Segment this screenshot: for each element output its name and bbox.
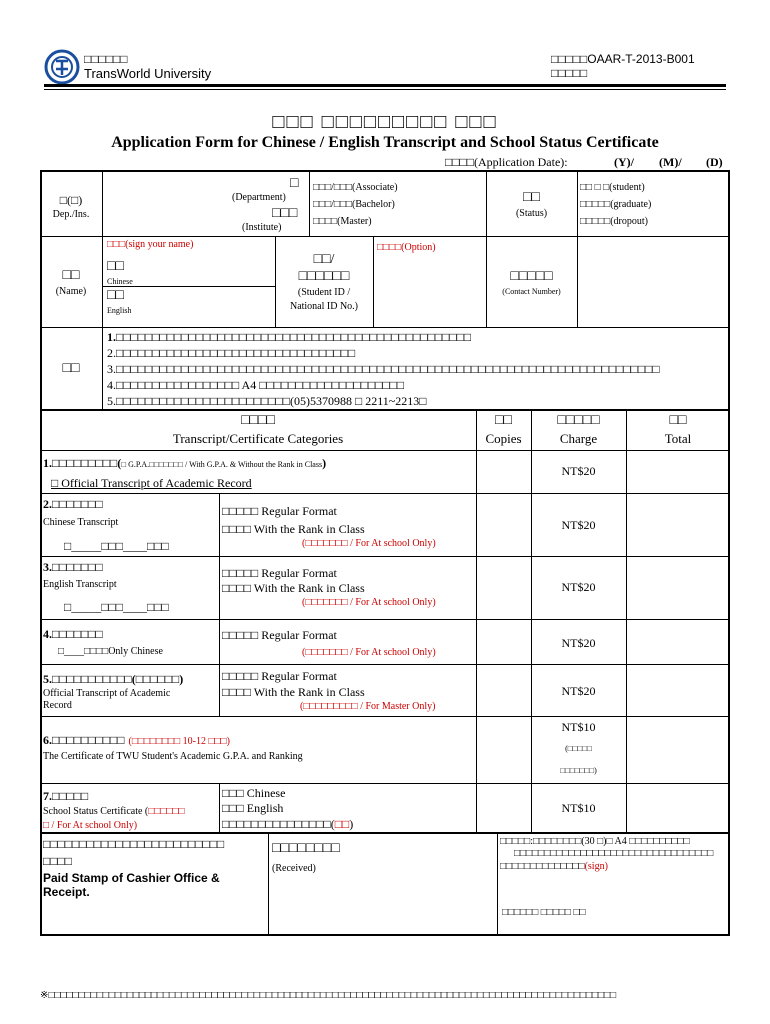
header-rule-thin: [44, 89, 726, 90]
item-1-copies-field[interactable]: [478, 452, 529, 492]
item-6-price: NT$10: [561, 720, 596, 734]
page-title-cn: □□□ □□□□□□□□□ □□□: [272, 111, 498, 133]
item-7-english-checkbox[interactable]: □□□ English: [222, 801, 284, 815]
item-2-price: NT$20: [561, 518, 596, 532]
item-4-title: 4.□□□□□□□: [43, 627, 103, 641]
student-id-label-cn2: □□□□□□: [298, 269, 350, 284]
item-4-term-field[interactable]: □____□□□□Only Chinese: [58, 646, 163, 657]
student-id-label-cn1: □□/: [313, 252, 335, 267]
name-label-en: (Name): [55, 286, 87, 297]
bottom-note: ※□□□□□□□□□□□□□□□□□□□□□□□□□□□□□□□□□□□□□□□□□□□□□□□□□□□□□□□□□□□□□□□□□□□□□□□□□□□□□□□□□□□□□□□□□□□□□□: [40, 990, 617, 1001]
status-graduate-checkbox[interactable]: □□□□□(graduate): [580, 199, 652, 210]
name-label-cn: □□: [62, 268, 80, 283]
status-student-checkbox[interactable]: □□ □ □(student): [580, 182, 645, 193]
item-1-price: NT$20: [561, 464, 596, 478]
item-7-chinese-checkbox[interactable]: □□□ Chinese: [222, 786, 286, 800]
level-bachelor-checkbox[interactable]: □□□/□□□(Bachelor): [313, 199, 395, 210]
receipt-option-1-cont: □□□□□□□□□□□□□□□□□□□□□□□□□□□□□□□□□: [514, 848, 714, 859]
item-1-title: 1.□□□□□□□□□(□ G.P.A.□□□□□□□ / With G.P.A. & Without the Rank in Class): [43, 456, 327, 470]
received-label-cn: □□□□□□□□: [272, 841, 340, 856]
item-3-title: 3.□□□□□□□: [43, 560, 103, 574]
student-id-label-en1: (Student ID /: [297, 287, 351, 298]
col-category-cn: □□□□: [241, 413, 275, 428]
institute-label-en: (Institute): [242, 222, 282, 233]
chinese-name-field[interactable]: [150, 252, 270, 282]
item-4-price: NT$20: [561, 636, 596, 650]
item-5-subtitle-2: Record: [43, 700, 72, 711]
department-label-cn: □: [290, 176, 299, 191]
item-6-price-note-1: (□□□□□: [565, 744, 592, 753]
item-3-rank-checkbox[interactable]: □□□□ With the Rank in Class: [222, 581, 365, 595]
item-6-subtitle: The Certificate of TWU Student's Academic G.P.A. and Ranking: [43, 751, 303, 762]
contact-number-field[interactable]: [580, 240, 726, 324]
cashier-stamp-label-cn-1: □□□□□□□□□□□□□□□□□□□□□□□□□: [43, 837, 225, 851]
col-total-en: Total: [664, 431, 692, 446]
col-charge-en: Charge: [559, 431, 598, 446]
form-version: □□□□□: [551, 66, 588, 80]
item-7-subtitle: School Status Certificate (□□□□□□: [43, 806, 185, 817]
item-5-rank-checkbox[interactable]: □□□□ With the Rank in Class: [222, 685, 365, 699]
level-associate-checkbox[interactable]: □□□/□□□(Associate): [313, 182, 398, 193]
item-5-regular-format-checkbox[interactable]: □□□□□ Regular Format: [222, 669, 337, 683]
date-year: (Y)/: [614, 155, 634, 169]
date-month: (M)/: [659, 155, 682, 169]
item-7-title: 7.□□□□□: [43, 789, 89, 803]
contact-label-en: (Contact Number): [502, 287, 561, 296]
item-2-note: (□□□□□□□ / For At school Only): [302, 538, 436, 549]
item-5-title: 5.□□□□□□□□□□□(□□□□□□): [43, 672, 184, 686]
item-2-title: 2.□□□□□□□: [43, 497, 103, 511]
item-7-other-checkbox[interactable]: □□□□□□□□□□□□□□□(□□): [222, 817, 354, 831]
status-label-cn: □□: [523, 190, 540, 205]
date-day: (D): [706, 155, 723, 169]
department-label-en: (Department): [232, 192, 286, 203]
item-5-price: NT$20: [561, 684, 596, 698]
university-name-en: TransWorld University: [84, 66, 212, 81]
item-4-regular-format-checkbox[interactable]: □□□□□ Regular Format: [222, 628, 337, 642]
col-copies-en: Copies: [485, 431, 522, 446]
receipt-date-label: □□□□□□ □□□□□ □□: [502, 907, 586, 918]
item-2-term-field[interactable]: □_____□□□____□□□: [64, 539, 169, 553]
item-4-note: (□□□□□□□ / For At school Only): [302, 647, 436, 658]
note-line-5: 5.□□□□□□□□□□□□□□□□□□□□□□□□(05)5370988 □ 2211~2213□: [107, 394, 427, 408]
col-total-cn: □□: [669, 413, 687, 428]
chinese-name-label-en: Chinese: [107, 277, 133, 286]
item-2-subtitle: Chinese Transcript: [43, 517, 119, 528]
item-6-price-note-2: □□□□□□□): [560, 766, 597, 775]
dep-label-en: Dep./Ins.: [52, 209, 90, 220]
col-category-en: Transcript/Certificate Categories: [172, 431, 344, 446]
form-number: □□□□□OAAR-T-2013-B001: [551, 52, 695, 66]
item-3-note: (□□□□□□□ / For At school Only): [302, 597, 436, 608]
dep-label-cn: □(□): [59, 193, 83, 207]
page-title-en: Application Form for Chinese / English Transcript and School Status Certificate: [111, 134, 659, 151]
item-1-official-transcript-checkbox[interactable]: □ Official Transcript of Academic Record: [51, 476, 252, 490]
contact-label-cn: □□□□□: [510, 269, 553, 284]
english-name-label-cn: □□: [107, 288, 124, 303]
cashier-stamp-label-en-2: Receipt.: [43, 885, 90, 899]
received-label-en: (Received): [272, 863, 316, 874]
receipt-option-2[interactable]: □□□□□□□□□□□□□□(sign): [500, 861, 608, 872]
cashier-stamp-label-en-1: Paid Stamp of Cashier Office &: [43, 871, 220, 885]
option-hint: □□□□(Option): [377, 242, 436, 253]
status-label-en: (Status): [515, 208, 548, 219]
item-7-price: NT$10: [561, 801, 596, 815]
institute-label-cn: □□□: [272, 206, 298, 221]
english-name-field[interactable]: [150, 289, 270, 325]
item-3-term-field[interactable]: □_____□□□____□□□: [64, 600, 169, 614]
item-6-title: 6.□□□□□□□□□□ (□□□□□□□□ 10-12 □□□): [43, 733, 230, 747]
cashier-stamp-label-cn-2: □□□□: [43, 854, 72, 868]
chinese-name-label-cn: □□: [107, 259, 124, 274]
item-7-note: □ / For At school Only): [43, 820, 138, 831]
university-logo: [44, 49, 80, 85]
item-2-regular-format-checkbox[interactable]: □□□□□ Regular Format: [222, 504, 337, 518]
university-name-cn: □□□□□□: [84, 52, 128, 66]
header-rule: [44, 84, 726, 87]
english-name-label-en: English: [107, 306, 132, 315]
student-id-label-en2: National ID No.): [289, 301, 359, 312]
item-2-rank-checkbox[interactable]: □□□□ With the Rank in Class: [222, 522, 365, 536]
note-line-2: 2.□□□□□□□□□□□□□□□□□□□□□□□□□□□□□□□□□: [107, 346, 356, 360]
item-3-regular-format-checkbox[interactable]: □□□□□ Regular Format: [222, 566, 337, 580]
col-charge-cn: □□□□□: [557, 413, 600, 428]
note-line-1: 1.□□□□□□□□□□□□□□□□□□□□□□□□□□□□□□□□□□□□□□□□□□□□□□□□□: [107, 330, 472, 344]
item-5-note: (□□□□□□□□□ / For Master Only): [300, 701, 436, 712]
col-copies-cn: □□: [495, 413, 512, 428]
item-5-subtitle-1: Official Transcript of Academic: [43, 688, 171, 699]
student-id-field[interactable]: [377, 256, 483, 324]
note-line-4: 4.□□□□□□□□□□□□□□□□□ A4 □□□□□□□□□□□□□□□□□□□□: [107, 378, 405, 392]
notes-label: □□: [62, 361, 80, 376]
item-3-subtitle: English Transcript: [43, 579, 117, 590]
application-date-label: □□□□(Application Date):: [445, 155, 568, 169]
status-dropout-checkbox[interactable]: □□□□□(dropout): [580, 216, 648, 227]
note-line-3: 3.□□□□□□□□□□□□□□□□□□□□□□□□□□□□□□□□□□□□□□□□□□□□□□□□□□□□□□□□□□□□□□□□□□□□□□□□□□□: [107, 362, 660, 376]
level-master-checkbox[interactable]: □□□□(Master): [313, 216, 372, 227]
sign-name-hint: □□□(sign your name): [107, 239, 194, 250]
receipt-option-1[interactable]: □□□□□:□□□□□□□□(30 □)□ A4 □□□□□□□□□□: [500, 836, 690, 847]
item-3-price: NT$20: [561, 580, 596, 594]
